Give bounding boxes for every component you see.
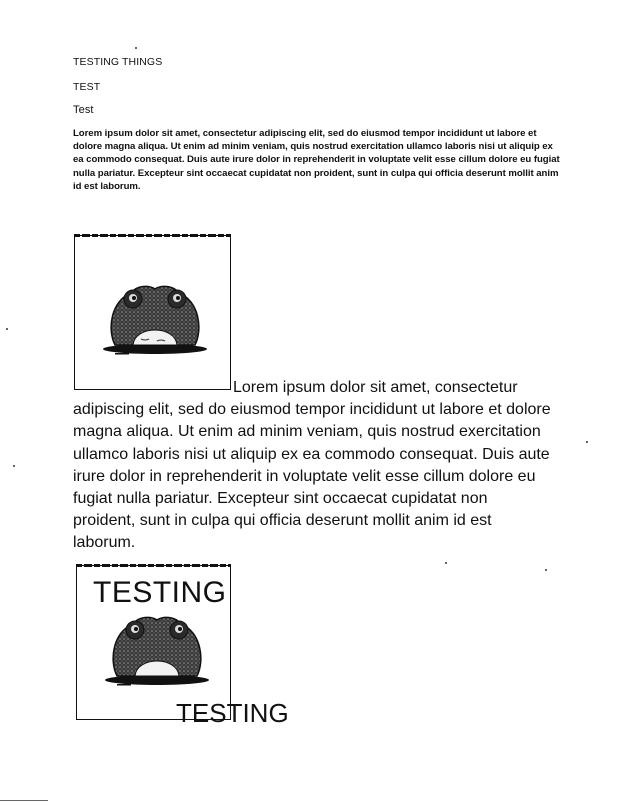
figure-overlay-text: TESTING: [93, 576, 227, 609]
heading-test-upper: TEST: [73, 81, 101, 93]
figure-frame-1: [74, 235, 231, 390]
figure-frame-2: [76, 565, 231, 720]
caption-testing: TESTING: [176, 698, 289, 728]
heading-testing-things: TESTING THINGS: [73, 56, 163, 68]
figure-frame-1-top-edge: [74, 234, 231, 237]
scan-speck: [586, 441, 588, 443]
figure-frame-2-top-edge: [76, 564, 231, 567]
frog-icon: [103, 610, 211, 688]
scan-speck: [545, 569, 547, 571]
scan-speck: [445, 562, 447, 564]
scan-speck: [13, 465, 15, 467]
heading-test-mixed: Test: [73, 104, 94, 116]
scan-speck: [6, 328, 8, 330]
intro-paragraph: Lorem ipsum dolor sit amet, consectetur adipiscing elit, sed do eiusmod tempor incididunt ut labore et dolore magna aliqua. Ut enim ad minim veniam, quis nostrud exercitation ullamco laboris nisi ut aliquip ex ea commodo consequat. Duis aute irure dolor in reprehenderit in voluptate velit esse cillum dolore eu fugiat nulla pariatur. Excepteur sint occaecat cupidatat non proident, sunt in culpa qui officia deserunt mollit anim id est laborum.: [73, 128, 560, 192]
frog-icon: [101, 279, 209, 357]
scan-speck: [135, 47, 137, 49]
body-paragraph: Lorem ipsum dolor sit amet, consectetur adipiscing elit, sed do eiusmod tempor incididunt ut labore et dolore magna aliqua. Ut enim ad minim veniam, quis nostrud exercitation ullamco laboris nisi ut aliquip ex ea commodo consequat. Duis aute irure dolor in reprehenderit in voluptate velit esse cillum dolore eu fugiat nulla pariatur. Excepteur sint occaecat cupidatat non proident, sunt in culpa qui officia deserunt mollit anim id est laborum.: [73, 379, 551, 552]
bottom-rule: [0, 800, 48, 801]
